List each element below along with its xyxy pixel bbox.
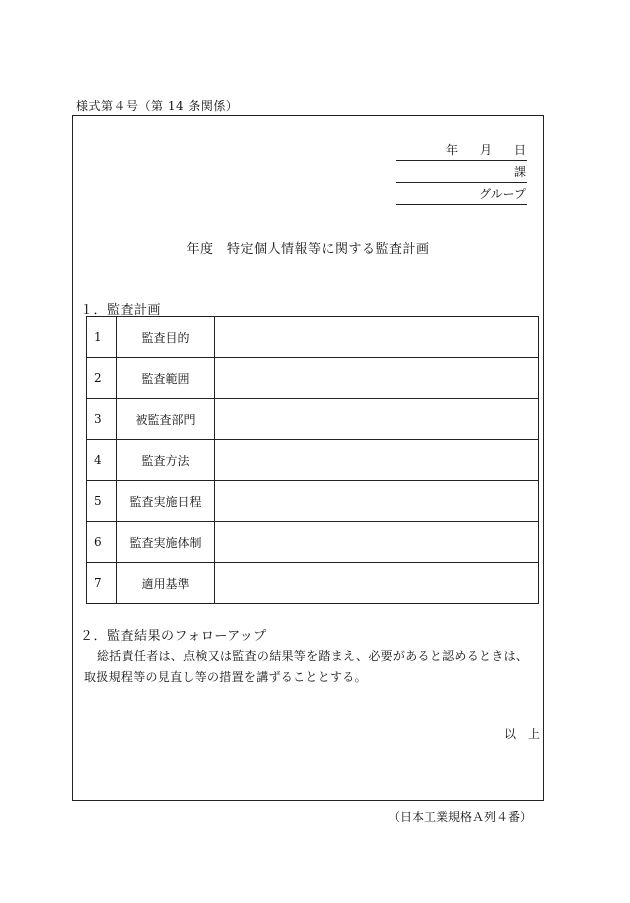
table-row [87, 358, 539, 399]
row-number: 6 [87, 522, 117, 563]
section-label: 課 [513, 165, 526, 179]
group-label: グループ [478, 187, 526, 201]
group-line [396, 183, 527, 205]
closing-mark: 以 上 [504, 727, 541, 741]
table-row [87, 481, 539, 522]
row-item-label: 監査実施日程 [117, 481, 215, 522]
table-row [87, 440, 539, 481]
row-content-field[interactable] [215, 440, 539, 481]
row-content-field[interactable] [215, 563, 539, 604]
row-number: 2 [87, 358, 117, 399]
table-row [87, 563, 539, 604]
section2-heading: ２．監査結果のフォローアップ [80, 629, 267, 644]
row-number: 5 [87, 481, 117, 522]
document-title: 年度 特定個人情報等に関する監査計画 [186, 242, 430, 257]
section1-heading: １．監査計画 [80, 303, 162, 318]
form-number: 様式第４号（第 14 条関係） [76, 99, 239, 113]
row-item-label: 監査範囲 [117, 358, 215, 399]
year-label: 年 [446, 143, 459, 157]
row-item-label: 被監査部門 [117, 399, 215, 440]
row-content-field[interactable] [215, 317, 539, 358]
row-content-field[interactable] [215, 399, 539, 440]
row-number: 3 [87, 399, 117, 440]
followup-body: 総括責任者は、点検又は監査の結果等を踏まえ、必要があると認めるときは、取扱規程等の見直し等の措置を講ずることとする。 [84, 649, 529, 684]
month-label: 月 [480, 143, 493, 157]
row-item-label: 監査目的 [117, 317, 215, 358]
row-number: 4 [87, 440, 117, 481]
table-row [87, 399, 539, 440]
row-number: 7 [87, 563, 117, 604]
row-item-label: 適用基準 [117, 563, 215, 604]
row-content-field[interactable] [215, 522, 539, 563]
row-item-label: 監査実施体制 [117, 522, 215, 563]
date-block [396, 139, 527, 205]
table-row [87, 317, 539, 358]
table-row [87, 522, 539, 563]
row-number: 1 [87, 317, 117, 358]
row-content-field[interactable] [215, 481, 539, 522]
row-item-label: 監査方法 [117, 440, 215, 481]
row-content-field[interactable] [215, 358, 539, 399]
section-line [396, 161, 527, 183]
date-line [396, 139, 527, 161]
day-label: 日 [514, 143, 527, 157]
paper-size-note: （日本工業規格Ａ列４番） [388, 810, 533, 824]
audit-plan-table [86, 316, 539, 604]
